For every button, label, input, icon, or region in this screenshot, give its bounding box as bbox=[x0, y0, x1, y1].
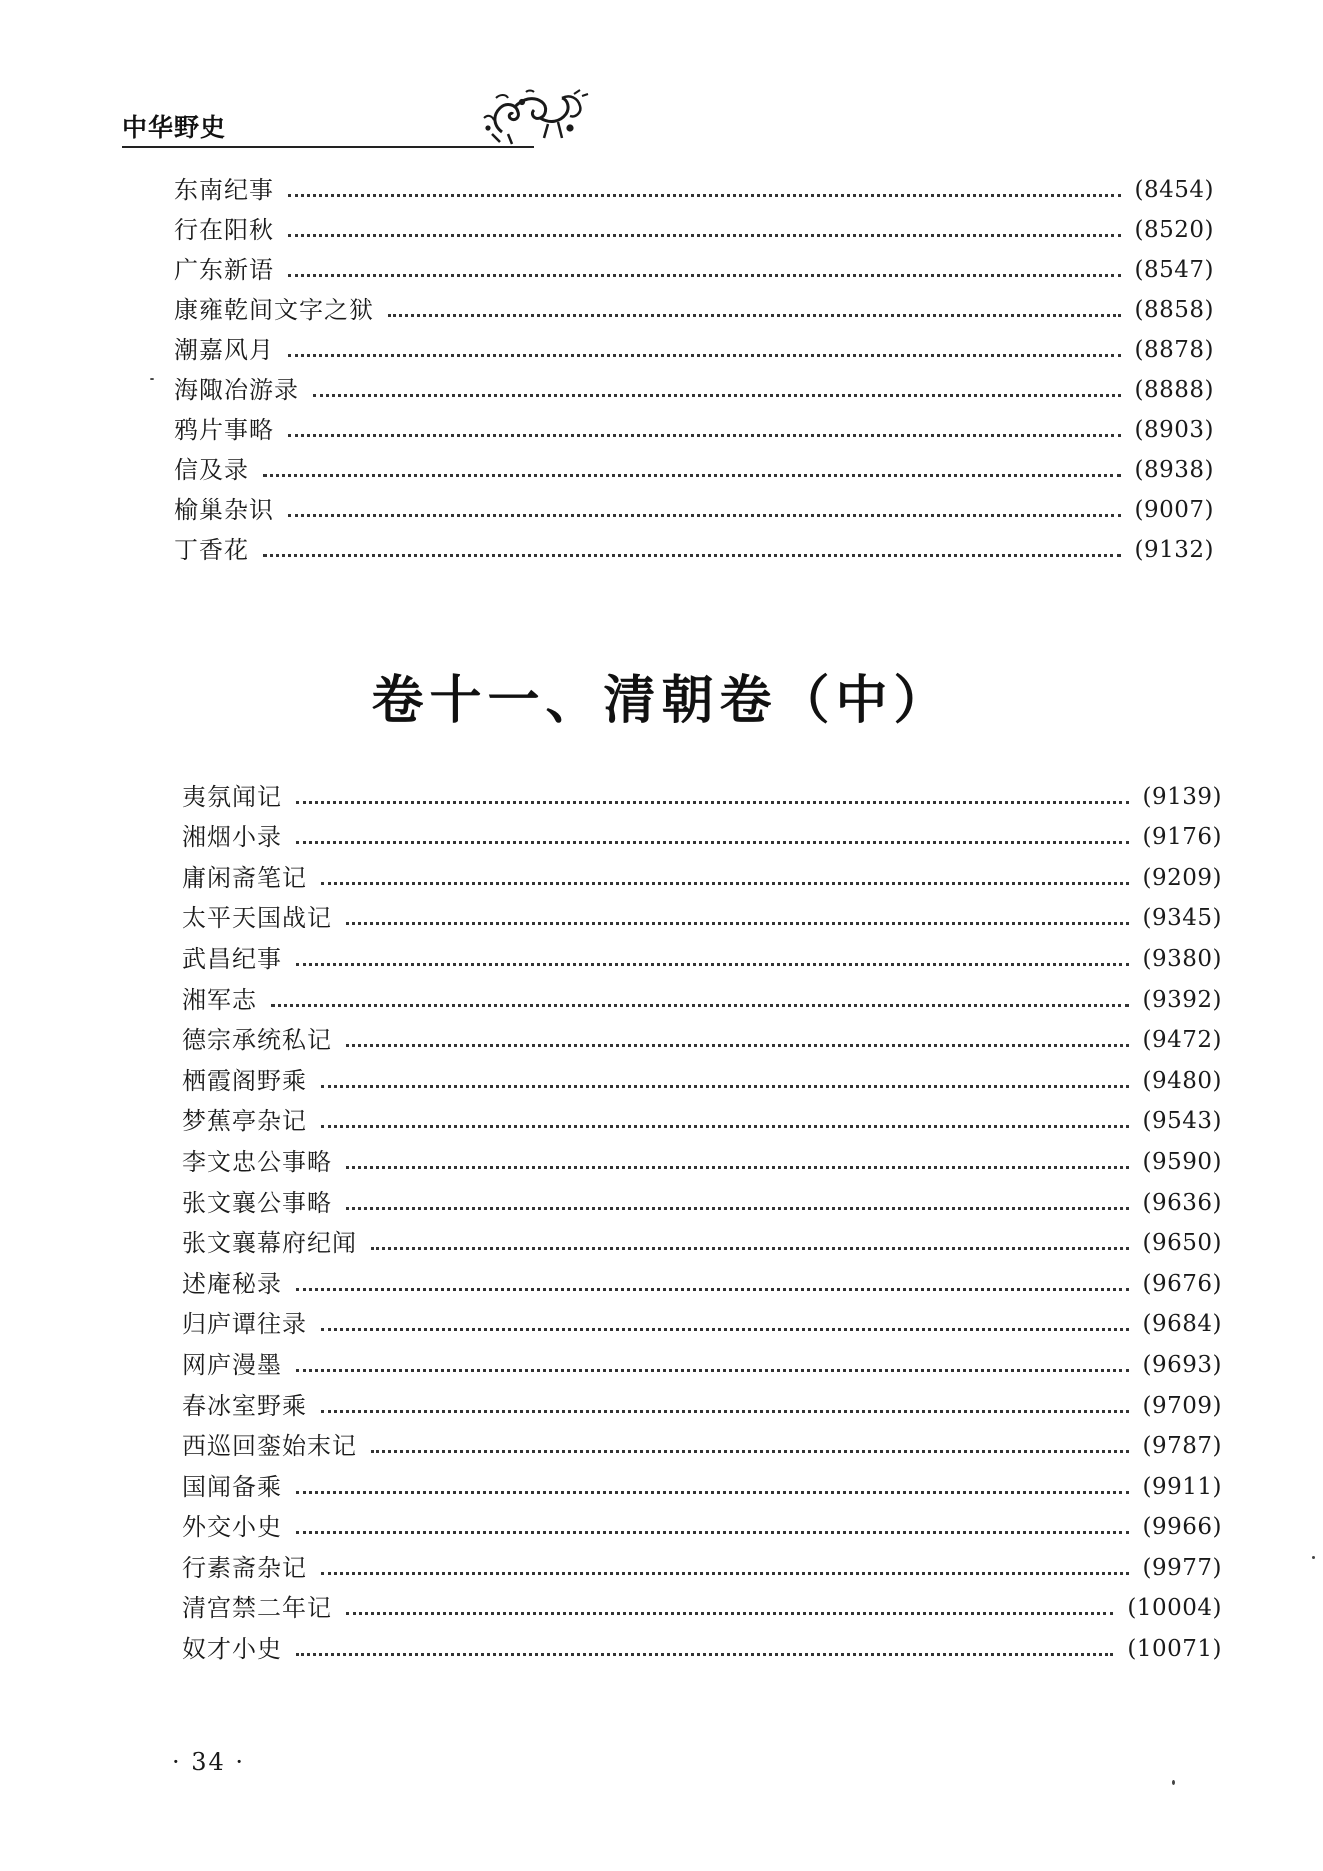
entry-title: 太平天国战记 bbox=[182, 904, 332, 933]
dot-leader bbox=[296, 1531, 1129, 1534]
running-header bbox=[122, 88, 534, 150]
toc-entry bbox=[182, 1178, 1222, 1219]
dot-leader bbox=[296, 1369, 1129, 1372]
entry-title: 武昌纪事 bbox=[182, 944, 282, 973]
toc-entry bbox=[182, 1259, 1222, 1300]
dragon-emblem-icon bbox=[462, 88, 652, 146]
entry-page: (9676) bbox=[1142, 1270, 1222, 1297]
toc-entry bbox=[174, 166, 1214, 206]
book-title: 中华野史 bbox=[122, 113, 227, 142]
entry-page: (9007) bbox=[1134, 497, 1214, 523]
entry-page: (9650) bbox=[1142, 1230, 1222, 1257]
toc-entry bbox=[182, 1624, 1222, 1665]
toc-entry bbox=[182, 1462, 1222, 1503]
entry-page: (9709) bbox=[1142, 1392, 1222, 1419]
toc-entry bbox=[174, 326, 1214, 366]
entry-page: (9590) bbox=[1142, 1148, 1222, 1175]
entry-title: 鸦片事略 bbox=[174, 416, 274, 444]
entry-page: (10071) bbox=[1127, 1636, 1222, 1663]
scan-speck bbox=[1312, 1556, 1315, 1559]
toc-entry bbox=[174, 446, 1214, 486]
entry-page: (9543) bbox=[1142, 1108, 1222, 1135]
entry-page: (9977) bbox=[1142, 1554, 1222, 1581]
entry-page: (8520) bbox=[1134, 217, 1214, 243]
entry-page: (9911) bbox=[1142, 1473, 1222, 1500]
dot-leader bbox=[296, 1288, 1129, 1291]
dot-leader bbox=[288, 194, 1121, 197]
entry-page: (9480) bbox=[1142, 1067, 1222, 1094]
dot-leader bbox=[321, 1410, 1129, 1413]
toc-entry bbox=[182, 1422, 1222, 1463]
entry-page: (9132) bbox=[1134, 537, 1214, 563]
dot-leader bbox=[296, 841, 1129, 844]
entry-title: 康雍乾间文字之狱 bbox=[174, 296, 374, 324]
toc-entry bbox=[174, 246, 1214, 286]
entry-title: 奴才小史 bbox=[182, 1635, 282, 1664]
dot-leader bbox=[388, 314, 1121, 317]
entry-page: (9787) bbox=[1142, 1433, 1222, 1460]
entry-page: (8903) bbox=[1134, 417, 1214, 443]
toc-entry bbox=[182, 1584, 1222, 1625]
page-number: · 34 · bbox=[172, 1748, 246, 1776]
toc-entry bbox=[182, 1016, 1222, 1057]
entry-title: 西巡回銮始末记 bbox=[182, 1432, 357, 1461]
entry-title: 国闻备乘 bbox=[182, 1472, 282, 1501]
toc-entry bbox=[182, 772, 1222, 813]
toc-list-part2 bbox=[182, 772, 1222, 1665]
entry-page: (9966) bbox=[1142, 1514, 1222, 1541]
entry-page: (9176) bbox=[1142, 824, 1222, 851]
dot-leader bbox=[321, 1328, 1129, 1331]
dot-leader bbox=[321, 1572, 1129, 1575]
entry-title: 清宫禁二年记 bbox=[182, 1594, 332, 1623]
entry-title: 湘烟小录 bbox=[182, 823, 282, 852]
entry-title: 湘军志 bbox=[182, 985, 257, 1014]
entry-page: (9693) bbox=[1142, 1351, 1222, 1378]
toc-entry bbox=[174, 206, 1214, 246]
toc-entry bbox=[182, 1381, 1222, 1422]
entry-title: 德宗承统私记 bbox=[182, 1026, 332, 1055]
entry-title: 信及录 bbox=[174, 456, 249, 484]
dot-leader bbox=[288, 514, 1121, 517]
dot-leader bbox=[296, 801, 1129, 804]
dot-leader bbox=[263, 554, 1121, 557]
dot-leader bbox=[346, 1207, 1129, 1210]
entry-page: (9139) bbox=[1142, 783, 1222, 810]
toc-entry bbox=[174, 406, 1214, 446]
toc-entry bbox=[182, 1137, 1222, 1178]
entry-title: 东南纪事 bbox=[174, 176, 274, 204]
scan-speck bbox=[1172, 1780, 1175, 1785]
entry-title: 丁香花 bbox=[174, 536, 249, 564]
entry-title: 归庐谭往录 bbox=[182, 1310, 307, 1339]
dot-leader bbox=[321, 1125, 1129, 1128]
entry-title: 广东新语 bbox=[174, 256, 274, 284]
dot-leader bbox=[288, 274, 1121, 277]
entry-page: (9209) bbox=[1142, 864, 1222, 891]
toc-entry bbox=[182, 853, 1222, 894]
entry-title: 榆巢杂识 bbox=[174, 496, 274, 524]
entry-title: 张文襄幕府纪闻 bbox=[182, 1229, 357, 1258]
entry-page: (9684) bbox=[1142, 1311, 1222, 1338]
entry-page: (9345) bbox=[1142, 905, 1222, 932]
entry-title: 行素斋杂记 bbox=[182, 1553, 307, 1582]
toc-entry bbox=[182, 813, 1222, 854]
header-rule bbox=[122, 146, 534, 148]
entry-page: (9472) bbox=[1142, 1027, 1222, 1054]
dot-leader bbox=[321, 1085, 1129, 1088]
toc-entry bbox=[182, 934, 1222, 975]
entry-title: 外交小史 bbox=[182, 1513, 282, 1542]
toc-entry bbox=[174, 366, 1214, 406]
scan-speck bbox=[150, 378, 154, 380]
entry-page: (8878) bbox=[1134, 337, 1214, 363]
toc-entry bbox=[182, 1300, 1222, 1341]
entry-title: 夷氛闻记 bbox=[182, 782, 282, 811]
dot-leader bbox=[296, 1491, 1129, 1494]
entry-title: 庸闲斋笔记 bbox=[182, 863, 307, 892]
entry-title: 栖霞阁野乘 bbox=[182, 1066, 307, 1095]
dot-leader bbox=[346, 1044, 1129, 1047]
entry-page: (10004) bbox=[1127, 1595, 1222, 1622]
entry-title: 李文忠公事略 bbox=[182, 1147, 332, 1176]
entry-title: 网庐漫墨 bbox=[182, 1350, 282, 1379]
toc-entry bbox=[182, 1503, 1222, 1544]
dot-leader bbox=[288, 354, 1121, 357]
dot-leader bbox=[296, 963, 1129, 966]
toc-entry bbox=[182, 894, 1222, 935]
toc-entry bbox=[182, 975, 1222, 1016]
entry-page: (8547) bbox=[1134, 257, 1214, 283]
entry-title: 张文襄公事略 bbox=[182, 1188, 332, 1217]
entry-page: (9380) bbox=[1142, 945, 1222, 972]
entry-page: (8454) bbox=[1134, 177, 1214, 203]
dot-leader bbox=[321, 882, 1129, 885]
toc-entry bbox=[174, 286, 1214, 326]
toc-entry bbox=[182, 1219, 1222, 1260]
section-heading: 卷十一、清朝卷（中） bbox=[371, 671, 952, 731]
entry-page: (9392) bbox=[1142, 986, 1222, 1013]
dot-leader bbox=[313, 394, 1121, 397]
dot-leader bbox=[296, 1653, 1113, 1656]
entry-page: (8858) bbox=[1134, 297, 1214, 323]
dot-leader bbox=[371, 1247, 1129, 1250]
toc-entry bbox=[182, 1056, 1222, 1097]
toc-entry bbox=[182, 1340, 1222, 1381]
entry-title: 潮嘉风月 bbox=[174, 336, 274, 364]
toc-list-part1 bbox=[174, 166, 1214, 566]
dot-leader bbox=[346, 1166, 1129, 1169]
entry-page: (8938) bbox=[1134, 457, 1214, 483]
dot-leader bbox=[288, 234, 1121, 237]
dot-leader bbox=[288, 434, 1121, 437]
toc-entry bbox=[182, 1097, 1222, 1138]
entry-page: (9636) bbox=[1142, 1189, 1222, 1216]
toc-entry bbox=[174, 526, 1214, 566]
dot-leader bbox=[346, 922, 1129, 925]
entry-title: 海陬冶游录 bbox=[174, 376, 299, 404]
entry-title: 述庵秘录 bbox=[182, 1269, 282, 1298]
entry-title: 梦蕉亭杂记 bbox=[182, 1107, 307, 1136]
entry-title: 春冰室野乘 bbox=[182, 1391, 307, 1420]
dot-leader bbox=[271, 1004, 1129, 1007]
entry-page: (8888) bbox=[1134, 377, 1214, 403]
toc-entry bbox=[174, 486, 1214, 526]
dot-leader bbox=[371, 1450, 1129, 1453]
entry-title: 行在阳秋 bbox=[174, 216, 274, 244]
toc-entry bbox=[182, 1543, 1222, 1584]
dot-leader bbox=[346, 1612, 1113, 1615]
dot-leader bbox=[263, 474, 1121, 477]
